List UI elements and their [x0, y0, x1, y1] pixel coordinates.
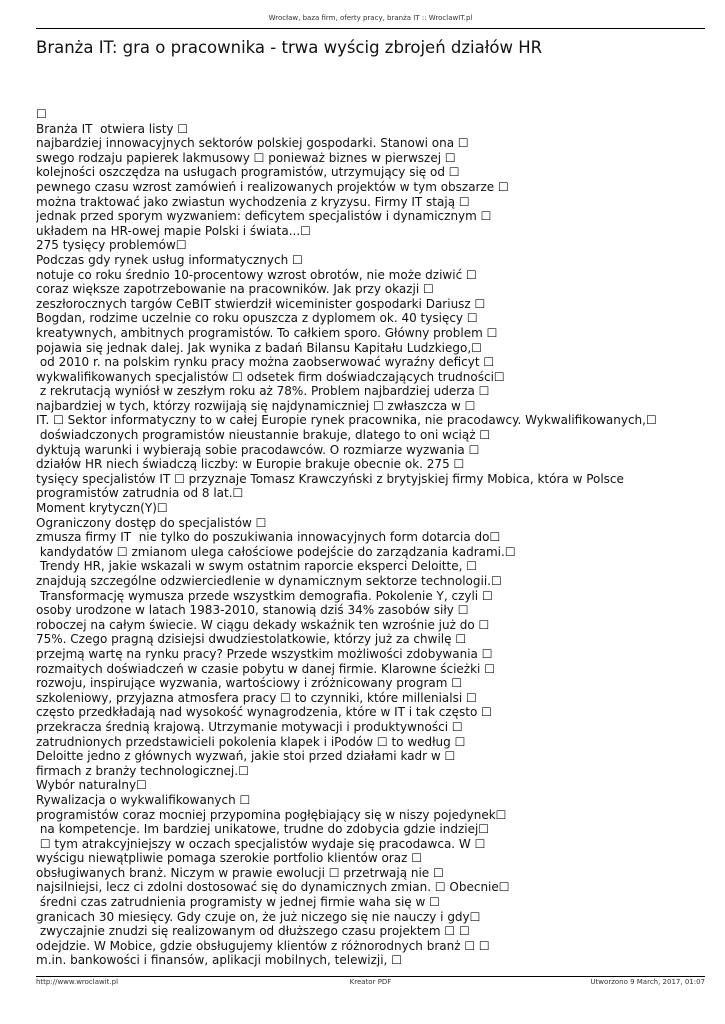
body-line: można traktować jako zwiastun wychodzenia z kryzysu. Firmy IT stają ☐: [36, 194, 470, 209]
body-line: rozmaitych doświadczeń w czasie pobytu w danej firmie. Klarowne ścieżki ☐: [36, 661, 495, 676]
body-line: zmusza firmy IT nie tylko do poszukiwania innowacyjnych form dotarcia do☐: [36, 530, 501, 545]
body-line: Moment krytyczn(Y)☐: [36, 501, 168, 516]
body-line: układem na HR-owej mapie Polski i świata...☐: [36, 223, 311, 238]
body-line: firmach z branży technologicznej.☐: [36, 763, 249, 778]
body-line: kolejności oszczędza na usługach programistów, utrzymujący się od ☐: [36, 165, 460, 180]
body-line: Bogdan, rodzime uczelnie co roku opuszcza z dyplomem ok. 40 tysięcy ☐: [36, 311, 478, 326]
body-line: najbardziej w tych, którzy rozwijają się najdynamiczniej ☐ zwłaszcza w ☐: [36, 398, 476, 413]
body-line: jednak przed sporym wyzwaniem: deficytem specjalistów i dynamicznym ☐: [36, 209, 492, 224]
body-line: granicach 30 miesięcy. Gdy czuje on, że już niczego się nie nauczy i gdy☐: [36, 909, 481, 924]
page-footer: [36, 978, 705, 988]
body-line: Wybór naturalny☐: [36, 778, 147, 793]
body-line: zwyczajnie znudzi się realizowanym od dłuższego czasu projektem ☐ ☐: [36, 924, 470, 939]
body-line: średni czas zatrudnienia programisty w jednej firmie waha się w ☐: [36, 895, 440, 910]
body-line: często przedkładają nad wysokość wynagrodzenia, które w IT i tak często ☐: [36, 705, 492, 720]
article-body: [36, 107, 691, 968]
body-line: Trendy HR, jakie wskazali w swym ostatnim raporcie eksperci Deloitte, ☐: [36, 559, 477, 574]
body-line: zatrudnionych przedstawicieli pokolenia klapek i iPodów ☐ to według ☐: [36, 734, 466, 749]
footer-url[interactable]: http://www.wroclawit.pl: [36, 978, 119, 986]
body-line: najbardziej innowacyjnych sektorów polskiej gospodarki. Stanowi ona ☐: [36, 136, 469, 151]
body-line: doświadczonych programistów nieustannie brakuje, dlatego to oni wciąż ☐: [36, 428, 491, 443]
body-line: od 2010 r. na polskim rynku pracy można zaobserwować wyraźny deficyt ☐: [36, 355, 495, 370]
body-line: ☐ tym atrakcyjniejszy w oczach specjalistów wydaje się pracodawca. W ☐: [36, 836, 486, 851]
body-line: pojawia się jednak dalej. Jak wynika z badań Bilansu Kapitału Ludzkiego,☐: [36, 340, 482, 355]
body-line: szkoleniowy, przyjazna atmosfera pracy ☐ to czynniki, które millenialsi ☐: [36, 690, 477, 705]
body-line: 275 tysięcy problemów☐: [36, 238, 187, 253]
body-line: rozwoju, inspirujące wyzwania, wartościowy i zróżnicowany program ☐: [36, 676, 463, 691]
body-line: Rywalizacja o wykwalifikowanych ☐: [36, 792, 251, 807]
body-line: programistów coraz mocniej przypomina pogłębiający się w niszy pojedynek☐: [36, 807, 507, 822]
body-line: Podczas gdy rynek usług informatycznych ☐: [36, 252, 303, 267]
body-line: przejmą wartę na rynku pracy? Przede wszystkim możliwości zdobywania ☐: [36, 646, 493, 661]
body-line: swego rodzaju papierek lakmusowy ☐ ponieważ biznes w pierwszej ☐: [36, 150, 456, 165]
article-title: Branża IT: gra o pracownika - trwa wyścig zbrojeń działów HR: [36, 38, 543, 57]
body-line: 75%. Czego pragną dzisiejsi dwudziestolatkowie, którzy już za chwilę ☐: [36, 632, 467, 647]
body-line: z rekrutacją wyniósł w zeszłym roku aż 78%. Problem najbardziej uderza ☐: [36, 384, 490, 399]
body-line: Branża IT otwiera listy ☐: [36, 121, 189, 136]
body-line: coraz większe zapotrzebowanie na pracowników. Jak przy okazji ☐: [36, 282, 434, 297]
body-line: znajdują szczególne odzwierciedlenie w dynamicznym sektorze technologii.☐: [36, 574, 502, 588]
page-header: Wrocław, baza firm, oferty pracy, branża IT :: WroclawIT.pl: [268, 14, 473, 22]
body-line: m.in. bankowości i finansów, aplikacji mobilnych, telewizji, ☐: [36, 953, 402, 968]
footer-created-date: Utworzono 9 March, 2017, 01:07: [590, 978, 705, 986]
body-line: pewnego czasu wzrost zamówień i realizowanych projektów w tym obszarze ☐: [36, 179, 509, 194]
body-line: Transformację wymusza przede wszystkim demografia. Pokolenie Y, czyli ☐: [36, 588, 493, 603]
body-line: IT. ☐ Sektor informatyczny to w całej Europie rynek pracownika, nie pracodawcy. Wykwalifikowanych,☐: [36, 413, 657, 428]
body-line: dyktują warunki i wybierają sobie pracodawców. O rozmiarze wyzwania ☐: [36, 442, 480, 457]
body-line: tysięcy specjalistów IT ☐ przyznaje Tomasz Krawczyński z brytyjskiej firmy Mobica, która w Polsce: [36, 471, 624, 486]
body-line: najsilniejsi, lecz ci zdolni dostosować się do dynamicznych zmian. ☐ Obecnie☐: [36, 880, 510, 895]
body-line: wyścigu niewątpliwie pomaga szerokie portfolio klientów oraz ☐: [36, 851, 422, 866]
body-line: notuje co roku średnio 10-procentowy wzrost obrotów, nie może dziwić ☐: [36, 267, 477, 282]
body-line: przekracza średnią krajową. Utrzymanie motywacji i produktywności ☐: [36, 719, 463, 734]
body-line: kreatywnych, ambitnych programistów. To całkiem sporo. Główny problem ☐: [36, 325, 498, 340]
body-line: kandydatów ☐ zmianom ulega całościowe podejście do zarządzania kadrami.☐: [36, 544, 516, 559]
body-line: roboczej na całym świecie. W ciągu dekady wskaźnik ten wzrośnie już do ☐: [36, 617, 490, 632]
body-line: programistów zatrudnia od 8 lat.☐: [36, 486, 244, 501]
body-line: Ograniczony dostęp do specjalistów ☐: [36, 515, 267, 530]
body-line: wykwalifikowanych specjalistów ☐ odsetek firm doświadczających trudności☐: [36, 369, 505, 384]
body-line: na kompetencje. Im bardziej unikatowe, trudne do zdobycia gdzie indziej☐: [36, 822, 490, 837]
footer-generator: Kreator PDF: [349, 978, 392, 986]
body-line: Deloitte jedno z głównych wyzwań, jakie stoi przed działami kadr w ☐: [36, 749, 456, 764]
body-line: odejdzie. W Mobice, gdzie obsługujemy klientów z różnorodnych branż ☐ ☐: [36, 938, 490, 953]
header-divider: [36, 28, 705, 29]
body-line: zeszłorocznych targów CeBIT stwierdził wiceminister gospodarki Dariusz ☐: [36, 296, 486, 311]
body-line: działów HR niech świadczą liczby: w Europie brakuje obecnie ok. 275 ☐: [36, 457, 465, 472]
body-line: obsługiwanych branż. Niczym w prawie ewolucji ☐ przetrwają nie ☐: [36, 865, 444, 880]
footer-divider: [36, 976, 705, 977]
body-line: osoby urodzone w latach 1983-2010, stanowią dziś 34% zasobów siły ☐: [36, 603, 469, 618]
body-line: ☐: [36, 107, 47, 121]
